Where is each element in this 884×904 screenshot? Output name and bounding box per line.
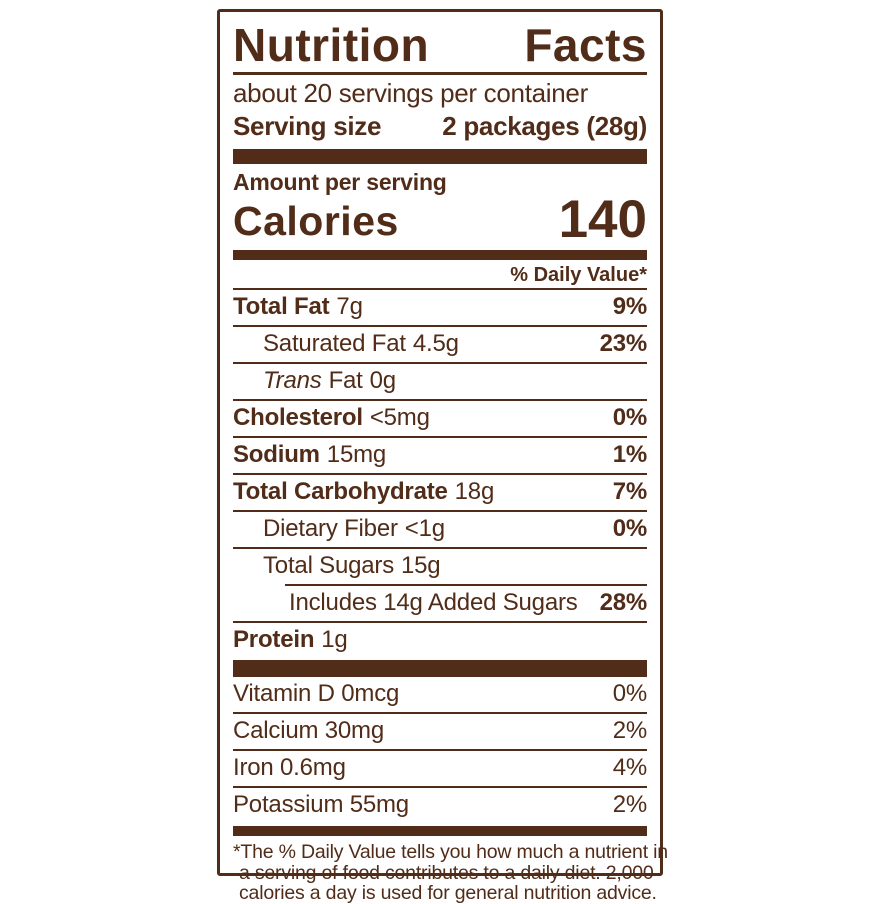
vitamin-row — [233, 677, 647, 712]
daily-value: 2% — [612, 791, 647, 818]
nutrient-row — [233, 438, 647, 473]
vitamin-name: Vitamin D 0mcg — [233, 680, 400, 707]
daily-value: 9% — [612, 293, 647, 320]
nutrient-name: Saturated Fat 4.5g — [263, 330, 459, 357]
nutrient-amount: 15mg — [326, 441, 387, 468]
nutrient-amount: 15g — [401, 552, 441, 579]
amount-per-serving-label: Amount per serving — [233, 169, 447, 195]
vitamin-name: Calcium 30mg — [233, 717, 384, 744]
nutrition-facts-panel — [217, 9, 668, 904]
nutrient-row — [233, 586, 647, 621]
nutrient-row — [233, 327, 647, 362]
serving-size-value: 2 packages (28g) — [442, 111, 647, 141]
daily-value-header: % Daily Value* — [510, 264, 647, 286]
vitamin-row — [233, 751, 647, 786]
nutrient-amount: 18g — [454, 478, 495, 505]
daily-value: 2% — [612, 717, 647, 744]
nutrient-name: Protein 1g — [233, 626, 348, 653]
daily-value: 28% — [599, 589, 647, 616]
nutrient-amount: 7g — [336, 293, 363, 320]
daily-value: 0% — [612, 515, 647, 542]
footnote-line: *The % Daily Value tells you how much a nutrient in — [233, 841, 668, 863]
nutrient-name: Sodium 15mg — [233, 441, 387, 468]
servings-per-container: about 20 servings per container — [233, 78, 588, 108]
daily-value: 23% — [599, 330, 647, 357]
section-bar — [233, 250, 647, 260]
section-bar — [233, 149, 647, 164]
divider — [233, 72, 647, 75]
nutrient-amount: 0g — [369, 367, 396, 394]
nutrient-row — [233, 475, 647, 510]
section-bar — [233, 660, 647, 677]
nutrient-name: Dietary Fiber <1g — [263, 515, 445, 542]
nutrient-name: Includes 14g Added Sugars — [289, 589, 578, 616]
calories-row — [233, 190, 647, 249]
vitamin-row — [233, 788, 647, 823]
daily-value-footnote — [233, 841, 668, 904]
nutrient-name: Total Fat 7g — [233, 293, 363, 320]
footnote-line: a serving of food contributes to a daily diet. 2,000 — [239, 861, 654, 884]
section-bar — [233, 826, 647, 836]
vitamin-name: Iron 0.6mg — [233, 754, 346, 781]
nutrient-name: Total Sugars 15g — [263, 552, 441, 579]
nutrient-row — [233, 401, 647, 436]
nutrient-row — [233, 364, 647, 399]
nutrient-row — [233, 512, 647, 547]
nutrient-amount: 1g — [321, 626, 348, 653]
panel-title — [233, 21, 647, 69]
nutrient-amount: <1g — [404, 515, 445, 542]
calories-value: 140 — [558, 190, 647, 249]
daily-value: 0% — [612, 404, 647, 431]
panel-title-word-2: Facts — [524, 19, 647, 71]
nutrient-name: Cholesterol <5mg — [233, 404, 430, 431]
nutrient-row — [233, 549, 647, 584]
panel-title-word-1: Nutrition — [233, 19, 430, 71]
vitamin-name: Potassium 55mg — [233, 791, 409, 818]
vitamin-row — [233, 714, 647, 749]
serving-size-row — [233, 110, 647, 143]
nutrient-name: Total Carbohydrate 18g — [233, 478, 495, 505]
daily-value: 0% — [612, 680, 647, 707]
daily-value: 7% — [612, 478, 647, 505]
daily-value: 4% — [612, 754, 647, 781]
calories-label: Calories — [233, 198, 399, 244]
nutrient-row — [233, 623, 647, 658]
nutrient-name: Trans Fat 0g — [263, 367, 396, 394]
nutrient-amount: <5mg — [369, 404, 430, 431]
serving-size-label: Serving size — [233, 111, 382, 141]
daily-value: 1% — [612, 441, 647, 468]
nutrient-row — [233, 290, 647, 325]
footnote-line: calories a day is used for general nutrition advice. — [239, 882, 657, 904]
nutrient-amount: 4.5g — [412, 330, 459, 357]
